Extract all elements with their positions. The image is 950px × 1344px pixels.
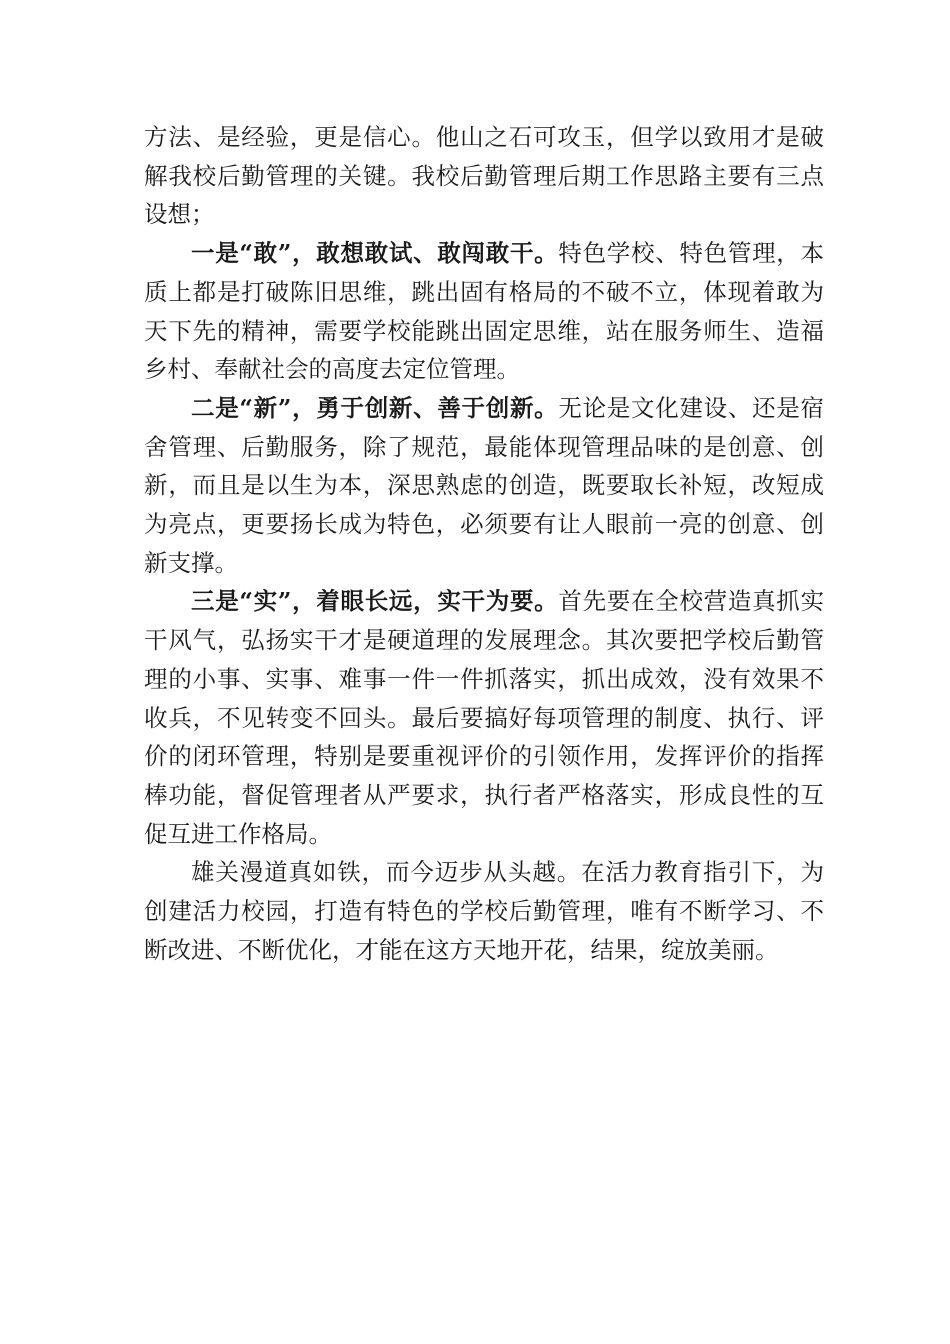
paragraph-lead: 二是“新”，勇于创新、善于创新。 (191, 393, 559, 422)
paragraph-continuation (144, 118, 824, 234)
paragraph-point-two (144, 389, 824, 583)
paragraph-text: 无论是文化建设、还是宿舍管理、后勤服务，除了规范，最能体现管理品味的是创意、创新，而且是以生为本，深思熟虑的创造，既要取长补短，改短成为亮点，更要扬长成为特色，必须要有让人眼前一亮的创意、创新支撑。 (144, 393, 824, 577)
paragraph-text: 方法、是经验，更是信心。他山之石可攻玉，但学以致用才是破解我校后勤管理的关键。我校后勤管理后期工作思路主要有三点设想； (144, 123, 824, 229)
paragraph-text: 特色学校、特色管理，本质上都是打破陈旧思维，跳出固有格局的不破不立，体现着敢为天下先的精神，需要学校能跳出固定思维，站在服务师生、造福乡村、奉献社会的高度去定位管理。 (144, 239, 824, 384)
paragraph-point-three (144, 582, 824, 853)
paragraph-conclusion (144, 853, 824, 969)
paragraph-point-one (144, 234, 824, 389)
paragraph-text: 首先要在全校营造真抓实干风气，弘扬实干才是硬道理的发展理念。其次要把学校后勤管理的小事、实事、难事一件一件抓落实，抓出成效，没有效果不收兵，不见转变不回头。最后要搞好每项管理的制度、执行、评价的闭环管理，特别是要重视评价的引领作用，发挥评价的指挥棒功能，督促管理者从严要求，执行者严格落实，形成良性的互促互进工作格局。 (144, 587, 824, 848)
document-body (144, 118, 824, 969)
paragraph-text: 雄关漫道真如铁，而今迈步从头越。在活力教育指引下，为创建活力校园，打造有特色的学校后勤管理，唯有不断学习、不断改进、不断优化，才能在这方天地开花，结果，绽放美丽。 (144, 858, 824, 964)
paragraph-lead: 一是“敢”，敢想敢试、敢闯敢干。 (191, 239, 559, 268)
paragraph-lead: 三是“实”，着眼长远，实干为要。 (191, 587, 559, 616)
